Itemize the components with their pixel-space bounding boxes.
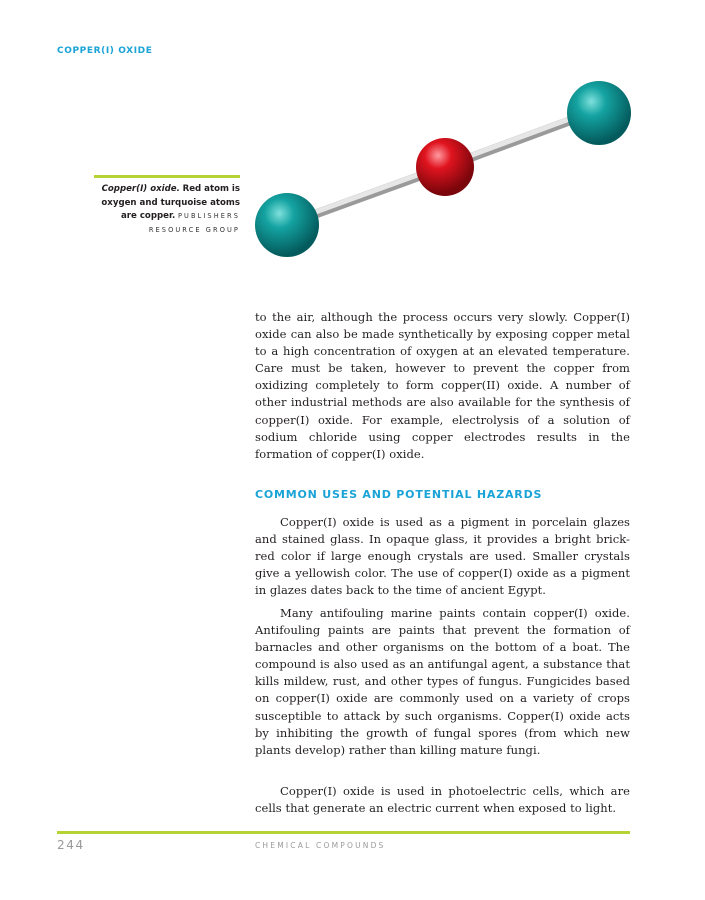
caption-title: Copper(I) oxide. [101,184,180,194]
caption-credit: PUBLISHERS RESOURCE GROUP [148,212,240,234]
caption-rule [94,175,240,178]
molecule-illustration [248,76,638,266]
section-heading: COMMON USES AND POTENTIAL HAZARDS [255,488,543,501]
caption-body: Red atom is oxygen and turquoise atoms are copper. [101,184,240,222]
body-paragraph-3: Many antifouling marine paints contain copper(I) oxide. Antifouling paints are paints that prevent the formation of barnacles and other organisms on the bottom of a boat. The compound is also used as an antifungal agent, a substance that kills mildew, rust, and other types of fungus. Fungicides based on copper(I) oxide are commonly used on a variety of crops susceptible to attack by such organisms. Copper(I) oxide acts by inhibiting the growth of fungal spores (from which new plants develop) rather than killing mature fungi. [255,606,630,757]
figure-caption [94,183,240,237]
body-paragraph-4: Copper(I) oxide is used in photoelectric cells, which are cells that generate an electric current when exposed to light. [255,784,630,816]
page-number: 244 [57,838,85,852]
copper-atom-right [567,81,631,145]
oxygen-atom [416,138,474,196]
footer-book-title: CHEMICAL COMPOUNDS [255,841,386,850]
body-paragraph-1: to the air, although the process occurs very slowly. Copper(I) oxide can also be made synthetically by exposing copper metal to a high concentration of oxygen at an elevated temperature. Care must be taken, however to prevent the copper from oxidizing completely to form copper(II) oxide. A number of other industrial methods are also available for the synthesis of copper(I) oxide. For example, electrolysis of a solution of sodium chloride using copper electrodes results in the formation of copper(I) oxide. [255,310,630,461]
body-paragraph-2: Copper(I) oxide is used as a pigment in porcelain glazes and stained glass. In opaque glass, it provides a bright brick-red color if large enough crystals are used. Smaller crystals give a yellowish color. The use of copper(I) oxide as a pigment in glazes dates back to the time of ancient Egypt. [255,515,630,598]
footer-rule [57,831,630,834]
copper-atom-left [255,193,319,257]
running-head: COPPER(I) OXIDE [57,46,153,56]
